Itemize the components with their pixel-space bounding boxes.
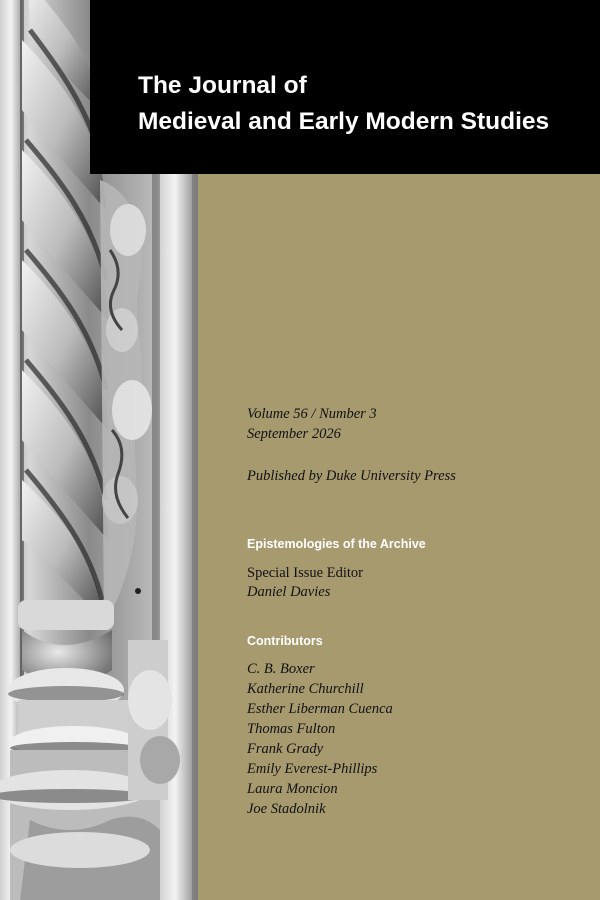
- contributor-name: C. B. Boxer: [247, 661, 315, 677]
- journal-title-line-2: Medieval and Early Modern Studies: [138, 108, 550, 135]
- special-issue-title: Epistemologies of the Archive: [247, 537, 426, 551]
- journal-title: [138, 68, 588, 140]
- contributor-name: Thomas Fulton: [247, 721, 336, 737]
- volume-number: Volume 56 / Number 3: [247, 406, 377, 422]
- issue-date: September 2026: [247, 426, 341, 442]
- contributor-name: Katherine Churchill: [247, 681, 364, 697]
- contributor-name: Esther Liberman Cuenca: [247, 701, 393, 717]
- contributor-name: Frank Grady: [247, 741, 324, 757]
- contributors-list: [247, 659, 393, 819]
- contributor-name: Joe Stadolnik: [247, 801, 326, 817]
- contributor-name: Emily Everest-Phillips: [247, 761, 378, 777]
- journal-title-line-1: The Journal of: [138, 72, 307, 99]
- special-issue-editor-name: Daniel Davies: [247, 584, 331, 600]
- contributors-heading: Contributors: [247, 634, 323, 648]
- contributor-name: Laura Moncion: [247, 781, 338, 797]
- special-issue-editor-label: Special Issue Editor: [247, 565, 363, 581]
- publisher: Published by Duke University Press: [247, 468, 456, 484]
